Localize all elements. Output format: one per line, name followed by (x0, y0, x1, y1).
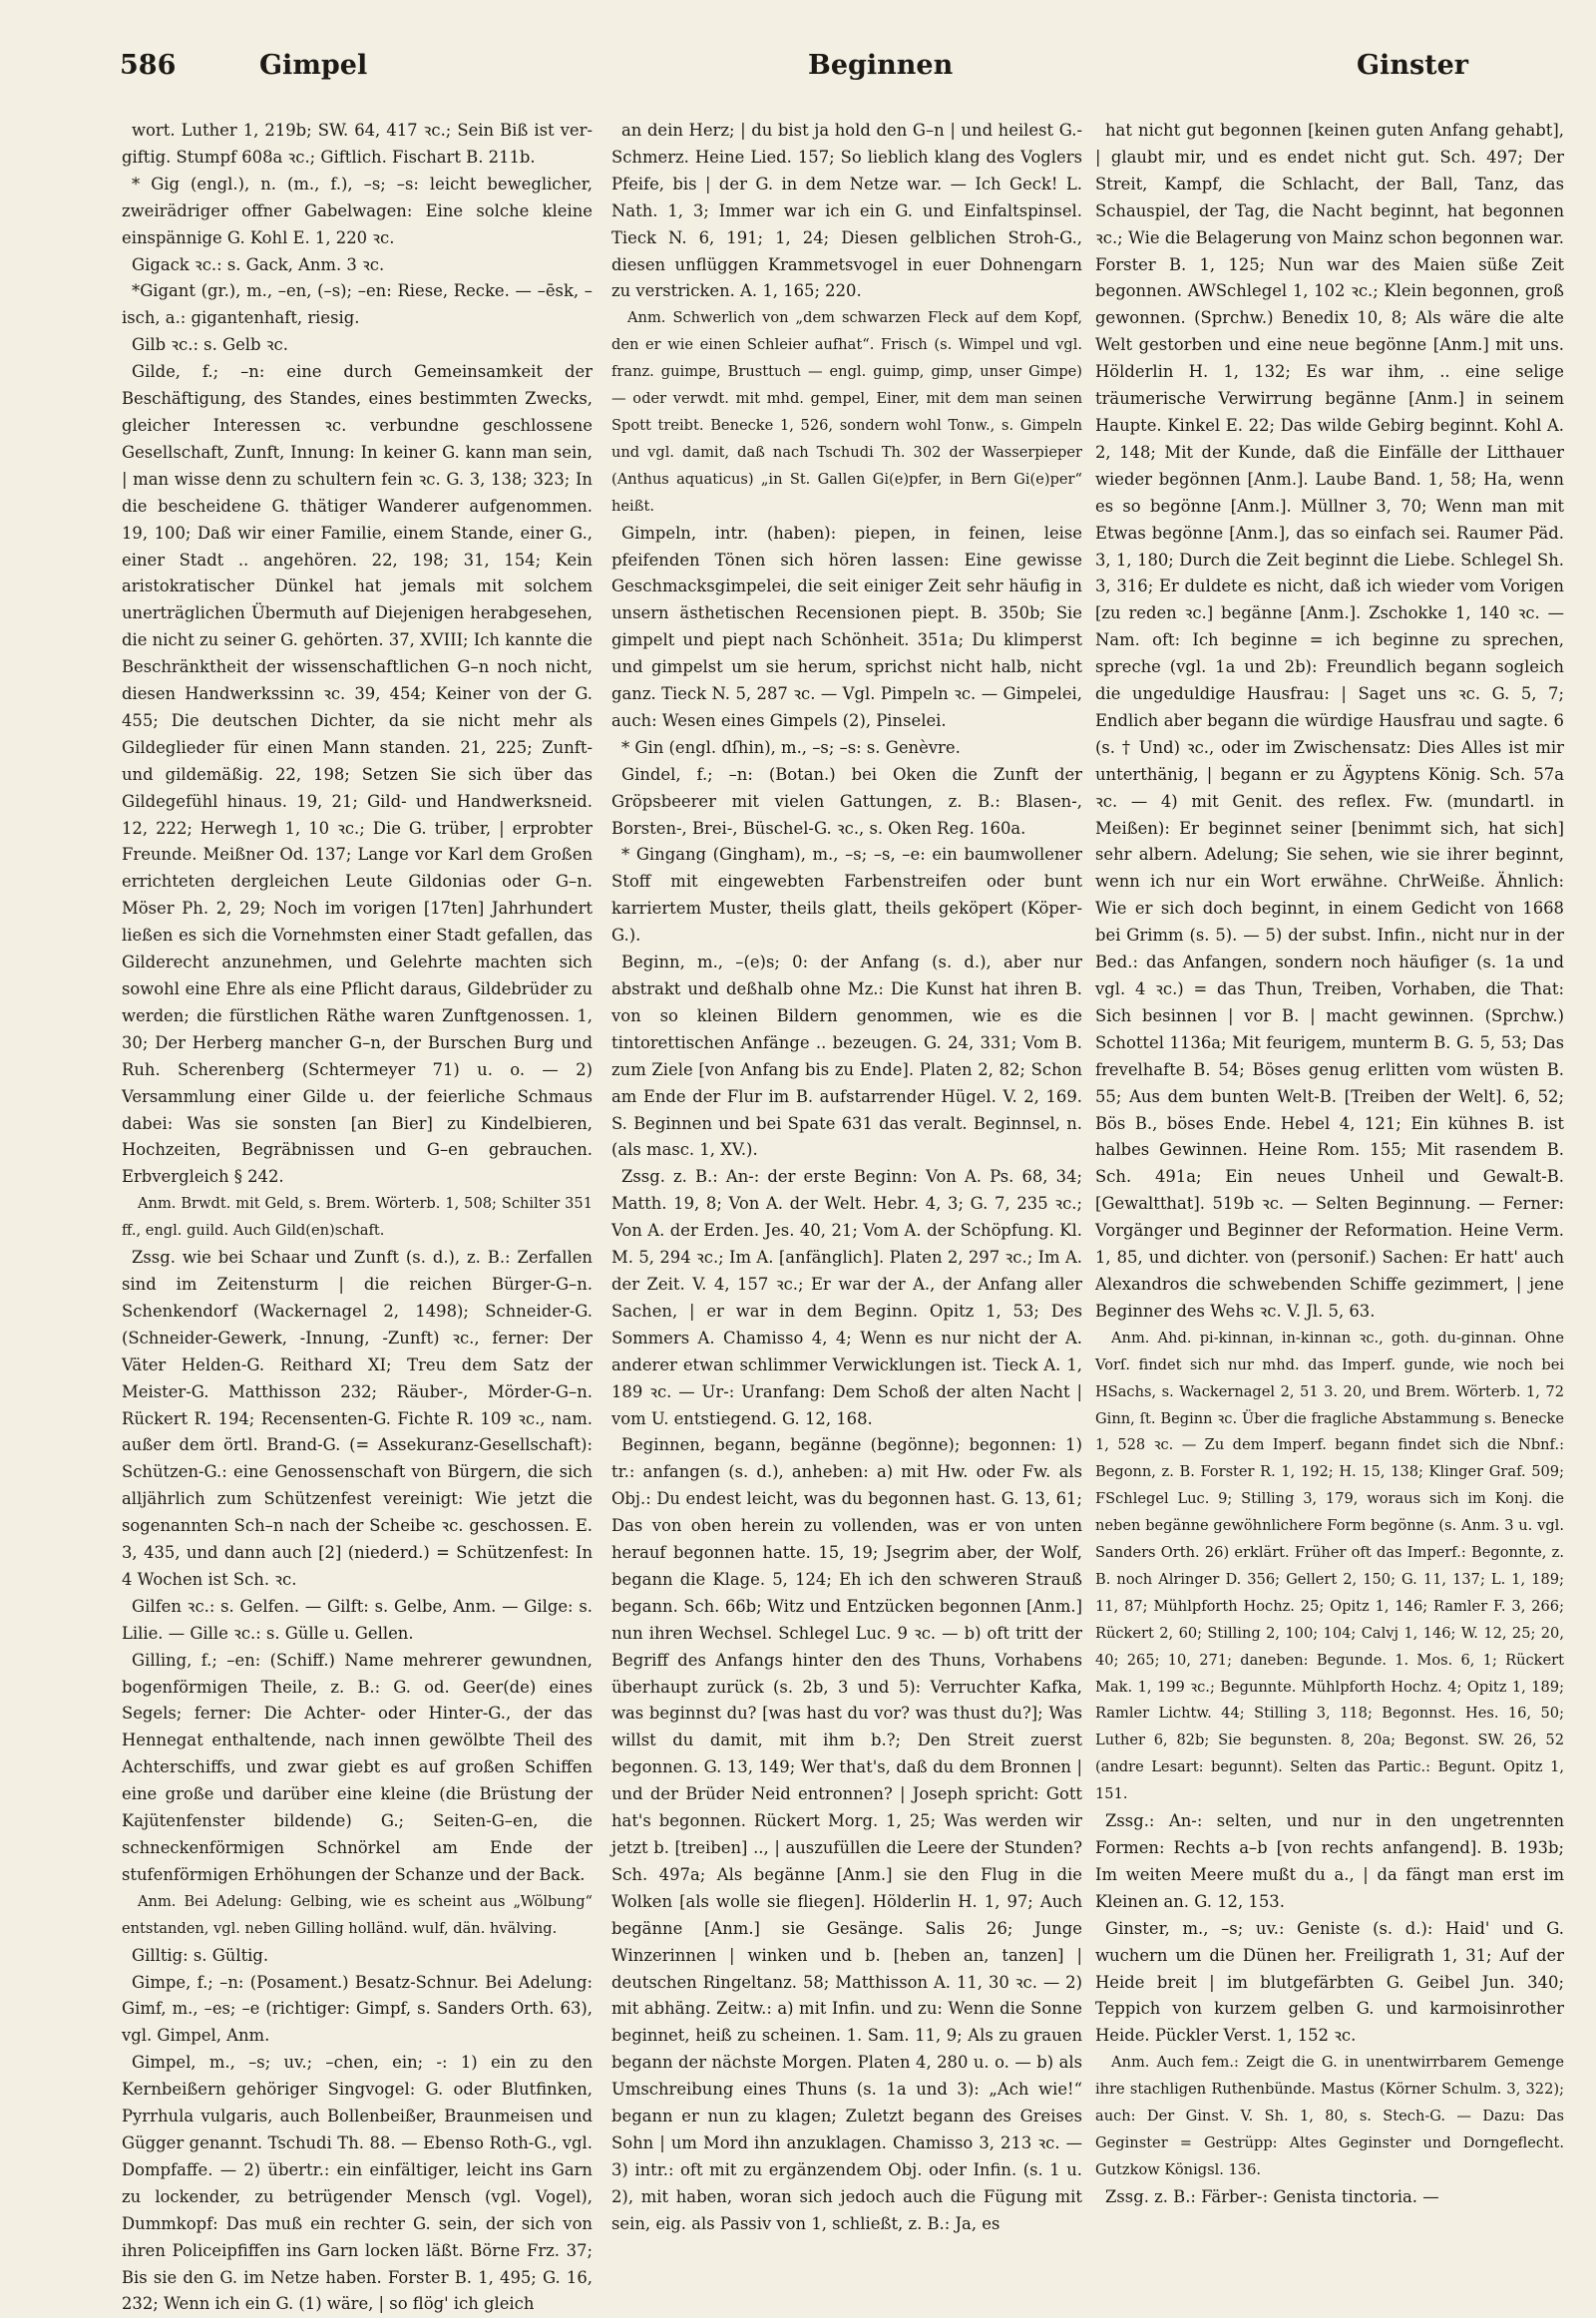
entry-continuation: an dein Herz; | du bist ja hold den G–n | und heilest G.-Schmerz. Heine Lied. 157; So lieblich klang des Voglers Pfeife, bis | der G. in dem Netze war. — Ich Geck! L. Nath. 1, 3; Immer war ich ein G. und Einfaltspinsel. Tieck N. 6, 191; 1, 24; Diesen gelblichen Stroh-G., diesen unflüggen Krammetsvogel in euer Dohnengarn zu verstricken. A. 1, 165; 220. (611, 121, 1082, 301)
entry-gin: * Gin (engl. dſhin), m., –s; –s: s. Genèvre. (621, 737, 961, 757)
entry-gilling: Gilling, f.; –en: (Schiff.) Name mehrerer gewundnen, bogenförmigen Theile, z. B.: G. od. Geer(de) eines Segels; ferner: Die Achter- oder Hinter-G., der das Hennegat enthaltende, nach innen gewölbte Theil des Achterschiffs, und zwar giebt es auf großen Schiffen eine große und darüber eine kleine (die Brüstung der Kajütenfenster bildende) G.; Seiten-G–en, die schneckenförmigen Schnörkel am Ende der stufenförmigen Erhöhungen der Schanze und der Back. (122, 1650, 593, 1884)
entry-gindel: Gindel, f.; –n: (Botan.) bei Oken die Zunft der Gröpsbeerer mit vielen Gattungen, z. B.: Blasen-, Borsten-, Brei-, Büschel-G. ꝛc., s. Oken Reg. 160a. (611, 764, 1082, 838)
entry-gilb: Gilb ꝛc.: s. Gelb ꝛc. (132, 335, 288, 355)
entry-note: Anm. Auch fem.: Zeigt die G. in unentwirrbarem Gemenge ihre stachligen Ruthenbünde. Mastus (Körner Schulm. 3, 322); auch: Der Ginst. V. Sh. 1, 80, s. Stech-G. — Dazu: Das Geginster = Gestrüpp: Altes Geginster und Dorngeflecht. Gutzkow Königsl. 136. (1095, 2054, 1564, 2178)
entry-gig: * Gig (engl.), n. (m., f.), –s; –s: leicht beweglicher, zweirädriger offner Gabelwagen: Eine solche kleine einspännige G. Kohl E. 1, 220 ꝛc. (122, 174, 593, 247)
entry-gimpe: Gimpe, f.; –n: (Posament.) Besatz-Schnur. Bei Adelung: Gimf, m., –es; –e (richtiger: Gimpf, s. Sanders Orth. 63), vgl. Gimpel, Anm. (122, 1972, 593, 2046)
entry-ginster: Ginster, m., –s; uv.: Geniste (s. d.): Haid' und G. wuchern um die Dünen her. Freiligrath 1, 31; Auf der Heide breit | im blutgefärbten G. Geibel Jun. 340; Teppich von kurzem gelben G. und karmoisinrother Heide. Pückler Verst. 1, 152 ꝛc. (1095, 1918, 1564, 2046)
entry-gigant: *Gigant (gr.), m., –en, (–s); –en: Riese, Recke. — –ēsk, –isch, a.: gigantenhaft, riesig. (122, 281, 593, 328)
entry-beginnen: Beginnen, begann, begänne (begönne); begonnen: 1) tr.: anfangen (s. d.), anheben: a) mit Hw. oder Fw. als Obj.: Du endest leicht, was du begonnen hast. G. 13, 61; Das von oben herein zu vollenden, was er von unten herauf begonnen hatte. 15, 19; Jsegrim aber, der Wolf, begann die Klage. 5, 124; Eh ich den schweren Strauß begann. Sch. 66b; Witz und Entzücken begonnen [Anm.] nun ihren Wechsel. Schlegel Luc. 9 ꝛc. — b) oft tritt der Begriff des Anfangs hinter den des Thuns, Vorhabens überhaupt zurück (s. 2b, 3 und 5): Verruchter Kafka, was beginnst du? [was hast du vor? was thust du?]; Was willst du damit, mit ihm b.?; Den Streit zuerst begonnen. G. 13, 149; Wer that's, daß du dem Bronnen | und der Brüder Neid entronnen? | Joseph spricht: Gott hat's begonnen. Rückert Morg. 1, 25; Was werden wir jetzt b. [treiben] .., | auszufüllen die Leere der Stunden? Sch. 497a; Als begänne [Anm.] sie den Flug in die Wolken [als wolle sie fliegen]. Hölderlin H. 1, 97; Auch begänne [Anm.] sie Gesänge. Salis 26; Junge Winzerinnen | winken und b. [heben an, tanzen] | deutschen Ringeltanz. 58; Matthisson A. 11, 30 ꝛc. — 2) mit abhäng. Zeitw.: a) mit Infin. und zu: Wenn die Sonne beginnet, heiß zu scheinen. 1. Sam. 11, 9; Als zu grauen begann der nächste Morgen. Platen 4, 280 u. o. — b) als Umschreibung eines Thuns (s. 1a und 3): „Ach wie!“ begann er nun zu klagen; Zuletzt begann des Greises Sohn | um Mord ihn anzuklagen. Chamisso 3, 213 ꝛc. — 3) intr.: oft mit zu ergänzendem Obj. oder Infin. (s. 1 u. 2), mit haben, woran sich jedoch auch die Fügung mit sein, eig. als Passiv von 1, schließt, z. B.: Ja, es (611, 1435, 1082, 2233)
entry-note: Anm. Ahd. pi-kinnan, in-kinnan ꝛc., goth. du-ginnan. Ohne Vorſ. findet sich nur mhd. das Imperf. gunde, wie noch bei HSachs, s. Wackernagel 2, 51 3. 20, und Brem. Wörterb. 1, 72 Ginn, ſt. Beginn ꝛc. Über die fragliche Abstammung s. Benecke 1, 528 ꝛc. — Zu dem Imperf. begann findet sich die Nbnf.: Begonn, z. B. Forster R. 1, 192; H. 15, 138; Klinger Graf. 509; FSchlegel Luc. 9; Stilling 3, 179, woraus sich im Konj. die neben begänne gewöhnlichere Form begönne (s. Anm. 3 u. vgl. Sanders Orth. 26) erklärt. Früher oft das Imperf.: Begonnte, z. B. noch Alringer D. 356; Gellert 2, 150; G. 11, 137; L. 1, 189; 11, 87; Mühlpforth Hochz. 25; Opitz 1, 146; Ramler F. 3, 266; Rückert 2, 60; Stilling 2, 100; 104; Calvj 1, 146; W. 12, 25; 20, 40; 265; 10, 271; daneben: Begunde. 1. Mos. 6, 1; Rückert Mak. 1, 199 ꝛc.; Begunnte. Mühlpforth Hochz. 4; Opitz 1, 189; Ramler Lichtw. 44; Stilling 3, 118; Begonnst. Hes. 16, 50; Luther 6, 82b; Sie begunsten. 8, 20a; Begonst. SW. 26, 52 (andre Lesart: begunnt). Selten das Partic.: Begunt. Opitz 1, 151. (1095, 1329, 1564, 1803)
entry-continuation: hat nicht gut begonnen [keinen guten Anfang gehabt], | glaubt mir, und es endet nicht gut. Sch. 497; Der Streit, Kampf, die Schlacht, der Ball, Tanz, das Schauspiel, der Tag, die Nacht beginnt, hat begonnen ꝛc.; Wie die Belagerung von Mainz schon begonnen war. Forster B. 1, 125; Nun war des Maien süße Zeit begonnen. AWSchlegel 1, 102 ꝛc.; Klein begonnen, groß gewonnen. (Sprchw.) Benedix 10, 8; Als wäre die alte Welt gestorben und eine neue begönne [Anm.] mit uns. Hölderlin H. 1, 132; Es war ihm, .. eine selige träumerische Verwirrung begänne [Anm.] in seinem Haupte. Kinkel E. 22; Das wilde Gebirg beginnt. Kohl A. 2, 148; Mit der Kunde, daß die Einfälle der Litthauer wieder begönnen [Anm.]. Laube Band. 1, 58; Ha, wenn es so begönne [Anm.]. Müllner 3, 70; Wenn man mit Etwas begönne [Anm.], das so einfach sei. Raumer Päd. 3, 1, 180; Durch die Zeit beginnt die Liebe. Schlegel Sh. 3, 316; Er duldete es nicht, daß ich wieder vom Vorigen [zu reden ꝛc.] begänne [Anm.]. Zschokke 1, 140 ꝛc. — Nam. oft: Ich beginne = ich beginne zu sprechen, spreche (vgl. 1a und 2b): Freundlich begann sogleich die ungeduldige Hausfrau: | Saget uns ꝛc. G. 5, 7; Endlich aber begann die würdige Hausfrau und sagte. 6 (s. † Und) ꝛc., oder im Zwischensatz: Dies Alles ist mir unterthänig, | begann er zu Ägyptens König. Sch. 57a ꝛc. — 4) mit Genit. des reflex. Fw. (mundartl. in Meißen): Er beginnet seiner [benimmt sich, hat sich] sehr albern. Adelung; Sie sehen, wie sie ihrer beginnt, wenn ich nur ein Wort erwähne. ChrWeiße. Ähnlich: Wie er sich doch beginnt, in einem Gedicht von 1668 bei Grimm (s. 5). — 5) der subst. Infin., nicht nur in der Bed.: das Anfangen, sondern noch häufiger (s. 1a und vgl. 4 ꝛc.) = das Thun, Treiben, Vorhaben, die That: Sich besinnen | vor B. | macht gewinnen. (Sprchw.) Schottel 1136a; Mit feurigem, munterm B. G. 5, 53; Das frevelhafte B. 54; Böses genug erlitten vom wüsten B. 55; Aus dem bunten Welt-B. [Treiben der Welt]. 6, 52; Bös B., böses Ende. Hebel 4, 121; Ein kühnes B. ist halbes Gewinnen. Heine Rom. 155; Mit rasendem B. Sch. 491a; Ein neues Unheil und Gewalt-B. [Gewaltthat]. 519b ꝛc. — Selten Beginnung. — Ferner: Vorgänger und Beginner der Reformation. Heine Verm. 1, 85, und dichter. von (personif.) Sachen: Er hatt' auch Alexandros die schwebenden Schiffe gezimmert, | jene Beginner des Wehs ꝛc. V. Jl. 5, 63. (1095, 121, 1564, 1321)
header-middle-entry: Beginnen (808, 50, 954, 81)
entry-beginn: Beginn, m., –(e)s; 0: der Anfang (s. d.), aber nur abstrakt und deßhalb ohne Mz.: Die Kunst hat ihren B. von so kleinen Bildern genommen, wie es die tintorettischen Anfänge .. bezeugen. G. 24, 331; Vom B. zum Ziele [von Anfang bis zu Ende]. Platen 2, 82; Schon am Ende der Flur im B. aufstarrender Hügel. V. 2, 169. S. Beginnen und bei Spate 631 das veralt. Beginnsel, n. (als masc. 1, XV.). (611, 953, 1082, 1160)
entry-continuation: wort. Luther 1, 219b; SW. 64, 417 ꝛc.; Sein Biß ist ver-giftig. Stumpf 608a ꝛc.; Giftlich. Fischart B. 211b. (122, 121, 593, 167)
entry-compounds: Zssg.: An-: selten, und nur in den ungetrennten Formen: Rechts a–b [von rechts anfangend]. B. 193b; Im weiten Meere mußt du a., | da fängt man erst im Kleinen an. G. 12, 153. (1095, 1811, 1564, 1911)
column-middle (611, 118, 1082, 2233)
column-right (1095, 118, 1564, 2206)
entry-compounds: Zssg. z. B.: Färber-: Genista tinctoria. — (1105, 2186, 1439, 2206)
header-first-entry: Gimpel (259, 50, 368, 81)
entry-compounds: Zssg. wie bei Schaar und Zunft (s. d.), z. B.: Zerfallen sind im Zeitensturm | die reichen Bürger-G–n. Schenkendorf (Wackernagel 2, 1498); Schneider-G. (Schneider-Gewerk, -Innung, -Zunft) ꝛc., ferner: Der Väter Helden-G. Reithard XI; Treu dem Satz der Meister-G. Matthisson 232; Räuber-, Mörder-G–n. Rückert R. 194; Recensenten-G. Fichte R. 109 ꝛc., nam. außer dem örtl. Brand-G. (= Assekuranz-Gesellschaft): Schützen-G.: eine Genossenschaft von Bürgern, die sich alljährlich zum Schützenfest vereinigt: Wie jetzt die sogenannten Sch–n nach der Scheibe ꝛc. geschossen. E. 3, 435, und dann auch [2] (niederd.) = Schützenfest: In 4 Wochen ist Sch. ꝛc. (122, 1248, 593, 1589)
column-left (122, 118, 593, 2314)
entry-gilfen: Gilfen ꝛc.: s. Gelfen. — Gilft: s. Gelbe, Anm. — Gilge: s. Lilie. — Gille ꝛc.: s. Gülle u. Gellen. (122, 1596, 593, 1643)
entry-note: Anm. Bei Adelung: Gelbing, wie es scheint aus „Wölbung“ entstanden, vgl. neben Gilling holländ. wulf, dän. hvälving. (122, 1892, 593, 1937)
entry-gimpeln: Gimpeln, intr. (haben): piepen, in feinen, leise pfeifenden Tönen sich hören lassen: Eine gewisse Geschmacksgimpelei, die seit einiger Zeit sehr häufig in unsern ästhetischen Recensionen piept. B. 350b; Sie gimpelt und piept nach Schönheit. 351a; Du klimperst und gimpelst um sie herum, sprichst nicht halb, nicht ganz. Tieck N. 5, 287 ꝛc. — Vgl. Pimpeln ꝛc. — Gimpelei, auch: Wesen eines Gimpels (2), Pinselei. (611, 523, 1082, 730)
entry-note: Anm. Brwdt. mit Geld, s. Brem. Wörterb. 1, 508; Schilter 351 ff., engl. guild. Auch Gild(en)schaft. (122, 1195, 593, 1240)
entry-gimpel: Gimpel, m., –s; uv.; –chen, ein; -: 1) ein zu den Kernbeißern gehöriger Singvogel: G. oder Blutfinken, Pyrrhula vulgaris, auch Bollenbeißer, Braunmeisen und Gügger genannt. Tschudi Th. 88. — Ebenso Roth-G., vgl. Dompfaffe. — 2) übertr.: ein einfältiger, leicht ins Garn zu lockender, zu betrügender Mensch (vgl. Vogel), Dummkopf: Das muß ein rechter G. sein, der sich von ihren Policeipfiffen ins Garn locken läßt. Börne Frz. 37; Bis sie den G. im Netze haben. Forster B. 1, 495; G. 16, 232; Wenn ich ein G. (1) wäre, | so flög' ich gleich (122, 2053, 593, 2314)
entry-gilde: Gilde, f.; –n: eine durch Gemeinsamkeit der Beschäftigung, des Standes, eines bestimmten Zwecks, gleicher Interessen ꝛc. verbundne geschlossene Gesellschaft, Zunft, Innung: In keiner G. kann man sein, | man wisse denn zu schultern fein ꝛc. G. 3, 138; 323; In die bescheidene G. thätiger Wanderer aufgenommen. 19, 100; Daß wir einer Familie, einem Stande, einer G., einer Stadt .. angehören. 22, 198; 31, 154; Kein aristokratischer Dünkel hat jemals mit solchem unerträglichen Übermuth auf Diejenigen herabgesehen, die nicht zu seiner G. gehörten. 37, XVIII; Ich kannte die Beschränktheit der wissenschaftlichen G–n noch nicht, diesen Handwerkssinn ꝛc. 39, 454; Keiner von der G. 455; Die deutschen Dichter, da sie nicht mehr als Gildeglieder für einen Mann standen. 21, 225; Zunft- und gildemäßig. 22, 198; Setzen Sie sich über das Gildegefühl hinaus. 19, 21; Gild- und Handwerksneid. 12, 222; Herwegh 1, 10 ꝛc.; Die G. trüber, | erprobter Freunde. Meißner Od. 137; Lange vor Karl dem Großen errichteten dergleichen Leute Gildonias oder G–n. Möser Ph. 2, 29; Noch im vorigen [17ten] Jahrhundert ließen es sich die Vornehmsten einer Stadt gefallen, das Gilderecht anzunehmen, und Gelehrte machten sich sowohl eine Ehre als eine Pflicht daraus, Gildebrüder zu werden; die fürstlichen Räthe waren Zunftgenossen. 1, 30; Der Herberg mancher G–n, der Burschen Burg und Ruh. Scherenberg (Schtermeyer 71) u. o. — 2) Versammlung einer Gilde u. der feierliche Schmaus dabei: Was sie sonsten [an Bier] zu Kindelbieren, Hochzeiten, Begräbnissen und G–en gebrauchen. Erbvergleich § 242. (122, 362, 593, 1187)
entry-gilltig: Gilltig: s. Gültig. (132, 1945, 269, 1965)
entry-compounds: Zssg. z. B.: An-: der erste Beginn: Von A. Ps. 68, 34; Matth. 19, 8; Von A. der Welt. Hebr. 4, 3; G. 7, 235 ꝛc.; Von A. der Erden. Jes. 40, 21; Vom A. der Schöpfung. Kl. M. 5, 294 ꝛc.; Im A. [anfänglich]. Platen 2, 297 ꝛc.; Im A. der Zeit. V. 4, 157 ꝛc.; Er war der A., der Anfang aller Sachen, | er war in dem Beginn. Opitz 1, 53; Des Sommers A. Chamisso 4, 4; Wenn es nur nicht der A. anderer etwan schlimmer Verwicklungen ist. Tieck A. 1, 189 ꝛc. — Ur-: Uranfang: Dem Schoß der alten Nacht | vom U. entstiegend. G. 12, 168. (611, 1167, 1082, 1428)
entry-note: Anm. Schwerlich von „dem schwarzen Fleck auf dem Kopf, den er wie einen Schleier aufhat“. Frisch (s. Wimpel und vgl. franz. guimpe, Brusttuch — engl. guimp, gimp, unser Gimpe) — oder verwdt. mit mhd. gempel, Einer, mit dem man seinen Spott treibt. Benecke 1, 526, sondern wohl Tonw., s. Gimpeln und vgl. damit, daß nach Tschudi Th. 302 der Wasserpieper (Anthus aquaticus) „in St. Gallen Gi(e)pfer, in Bern Gi(e)per“ heißt. (611, 309, 1082, 515)
header-last-entry: Ginster (1357, 50, 1469, 81)
page-number: 586 (120, 50, 177, 81)
entry-gigack: Gigack ꝛc.: s. Gack, Anm. 3 ꝛc. (132, 254, 385, 274)
running-header (120, 50, 1526, 90)
entry-gingang: * Gingang (Gingham), m., –s; –s, –e: ein baumwollener Stoff mit eingewebten Farbenstreifen oder bunt karriertem Muster, theils glatt, theils geköpert (Köper-G.). (611, 845, 1082, 946)
